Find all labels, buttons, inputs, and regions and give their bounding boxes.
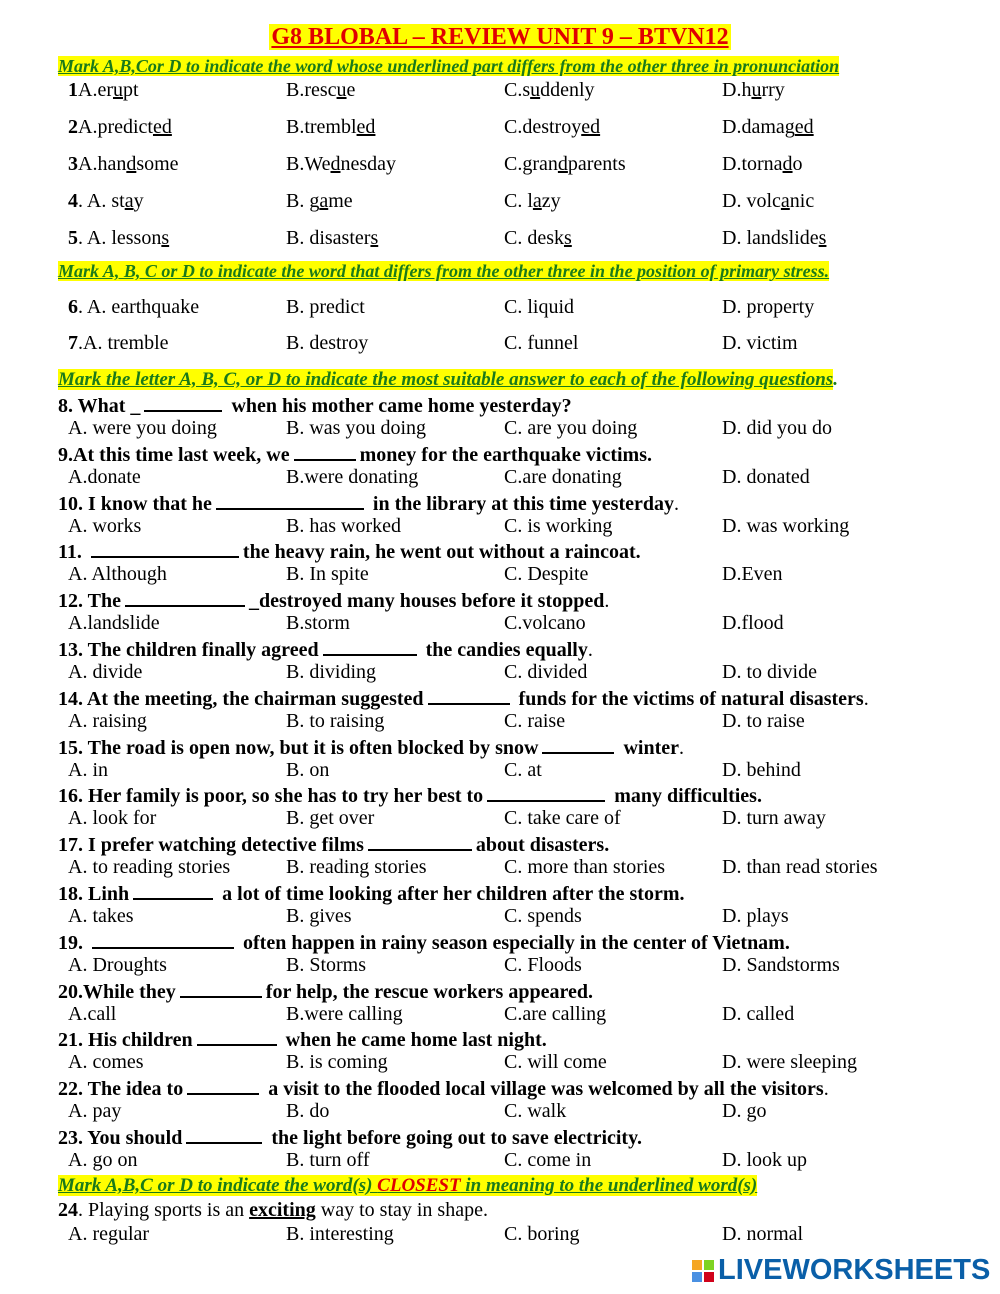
pron-row-3 xyxy=(0,152,1000,176)
question-text: What _ xyxy=(77,395,141,417)
option-d[interactable]: D.Even xyxy=(722,563,783,585)
instruction-pronunciation-text: Mark A,B,Cor D to indicate the word whose underlined part differs from the other three in pronunciation xyxy=(58,56,840,76)
option-c[interactable]: C. take care of xyxy=(504,807,621,829)
underlined-part: ed xyxy=(581,116,601,138)
option-text: A.er xyxy=(78,79,113,101)
answer-blank[interactable] xyxy=(487,782,605,802)
question-punctuation: . xyxy=(679,737,685,759)
question-number: 17. xyxy=(58,834,88,856)
question-text-end: about disasters. xyxy=(475,834,610,856)
pron-row-5 xyxy=(0,226,1000,250)
option-c[interactable]: C. at xyxy=(504,759,542,781)
option-b[interactable]: B.were calling xyxy=(286,1003,403,1025)
question-text-end: when he came home last night. xyxy=(280,1029,547,1051)
question-text-end: often happen in rainy season especially in the center of Vietnam. xyxy=(238,932,790,954)
question-text-end: in the library at this time yesterday xyxy=(367,493,674,515)
question-number: 14 xyxy=(58,688,78,710)
option-d[interactable]: D. were sleeping xyxy=(722,1051,857,1073)
option-text: B. disaster xyxy=(286,227,371,249)
underlined-part: a xyxy=(780,190,790,212)
answer-blank[interactable] xyxy=(91,538,239,558)
option-c[interactable]: C. walk xyxy=(504,1100,567,1122)
question-text: . The children finally agreed xyxy=(78,639,319,661)
option-d[interactable] xyxy=(722,189,814,213)
option-d[interactable]: D. called xyxy=(722,1003,795,1025)
liveworksheets-logo-text: LIVEWORKSHEETS xyxy=(718,1254,991,1286)
question-10 xyxy=(58,490,679,516)
question-14 xyxy=(58,685,869,711)
question-number: 5 xyxy=(68,227,78,249)
option-text: C. desk xyxy=(504,227,564,249)
option-b[interactable] xyxy=(286,115,375,139)
question-9 xyxy=(58,441,652,467)
options-row-9 xyxy=(0,465,1000,489)
answer-blank[interactable] xyxy=(187,1075,259,1095)
option-c[interactable] xyxy=(504,78,595,102)
option-d[interactable]: D. go xyxy=(722,1100,767,1122)
option-text: B.resc xyxy=(286,79,337,101)
option-b[interactable]: B. reading stories xyxy=(286,856,427,878)
option-text-end: some xyxy=(136,153,179,175)
option-a[interactable]: A. were you doing xyxy=(68,417,217,439)
answer-blank[interactable] xyxy=(125,587,245,607)
option-a[interactable]: A. works xyxy=(68,515,142,537)
option-c[interactable] xyxy=(504,189,561,213)
question-text-end: money for the earthquake victims. xyxy=(359,444,652,466)
option-b[interactable]: B. predict xyxy=(286,296,365,318)
question-22 xyxy=(58,1075,829,1101)
question-text-end: when his mother came home yesterday? xyxy=(226,395,572,417)
instruction-mcq-period: . xyxy=(833,369,838,390)
question-text-end: winter xyxy=(618,737,680,759)
question-text: . xyxy=(76,541,87,563)
option-text-end: parents xyxy=(567,153,626,175)
option-c[interactable]: C. Floods xyxy=(504,954,582,976)
option-d[interactable]: D. Sandstorms xyxy=(722,954,840,976)
option-a[interactable] xyxy=(68,331,169,355)
question-text: . Her family is poor, so she has to try her best to xyxy=(78,785,484,807)
option-b[interactable] xyxy=(286,189,353,213)
option-text-end: ddenly xyxy=(540,79,595,101)
answer-blank[interactable] xyxy=(92,929,234,949)
option-text-end: o xyxy=(792,153,803,175)
option-text-end: nesday xyxy=(340,153,397,175)
option-text-end: pt xyxy=(122,79,139,101)
options-row-18 xyxy=(0,904,1000,928)
options-row-21 xyxy=(0,1050,1000,1074)
question-19 xyxy=(58,929,790,955)
question-text: .While they xyxy=(78,981,176,1003)
options-row-14 xyxy=(0,709,1000,733)
option-b[interactable]: B. do xyxy=(286,1100,330,1122)
question-number: 4 xyxy=(68,190,78,212)
option-b[interactable]: B. dividing xyxy=(286,661,377,683)
option-a[interactable]: A. divide xyxy=(68,661,143,683)
answer-blank[interactable] xyxy=(428,685,510,705)
option-a[interactable]: A. in xyxy=(68,759,108,781)
option-a[interactable]: A. takes xyxy=(68,905,134,927)
options-row-24 xyxy=(0,1222,1000,1246)
option-text: C. l xyxy=(504,190,533,212)
options-row-16 xyxy=(0,806,1000,830)
option-c[interactable]: C. come in xyxy=(504,1149,592,1171)
question-text: . The idea to xyxy=(78,1078,184,1100)
question-17 xyxy=(58,831,609,857)
instruction-stress xyxy=(58,260,829,282)
options-row-23 xyxy=(0,1148,1000,1172)
underlined-part: ed xyxy=(152,116,172,138)
question-text: I prefer watching detective films xyxy=(88,834,364,856)
question-text-end: for help, the rescue workers appeared. xyxy=(265,981,593,1003)
page-title-text: G8 BLOBAL – REVIEW UNIT 9 – BTVN12 xyxy=(271,24,729,50)
option-b[interactable]: B. has worked xyxy=(286,515,401,537)
option-b[interactable] xyxy=(286,152,396,176)
answer-blank[interactable] xyxy=(133,880,213,900)
options-row-20 xyxy=(0,1002,1000,1026)
question-number: 1 xyxy=(68,79,78,101)
option-b[interactable]: B. on xyxy=(286,759,330,781)
option-text: C.destroy xyxy=(504,116,582,138)
question-text: . I know that he xyxy=(78,493,212,515)
question-text-end: the light before going out to save electricity. xyxy=(266,1127,642,1149)
option-a[interactable] xyxy=(68,189,144,213)
option-b[interactable]: B. to raising xyxy=(286,710,385,732)
question-text-end: funds for the victims of natural disasters xyxy=(513,688,864,710)
answer-blank[interactable] xyxy=(180,978,262,998)
option-text: B.We xyxy=(286,153,331,175)
answer-blank[interactable] xyxy=(368,831,472,851)
question-text: . The road is open now, but it is often blocked by snow xyxy=(78,737,539,759)
option-b[interactable]: B.storm xyxy=(286,612,350,634)
question-number: 9 xyxy=(58,444,68,466)
instruction-closest-text xyxy=(58,1175,757,1196)
option-c[interactable]: C. funnel xyxy=(504,332,579,354)
question-punctuation: . xyxy=(863,688,869,710)
underlined-part: s xyxy=(818,227,827,249)
option-text: C.gran xyxy=(504,153,558,175)
question-number: 21 xyxy=(58,1029,78,1051)
option-b[interactable] xyxy=(286,226,378,250)
option-b[interactable]: B. get over xyxy=(286,807,375,829)
instruction-stress-text: Mark A, B, C or D to indicate the word that differs from the other three in the position of primary stress. xyxy=(58,261,830,281)
question-number: 13 xyxy=(58,639,78,661)
underlined-part: u xyxy=(530,79,541,101)
underlined-part: d xyxy=(126,153,137,175)
question-number: 24 xyxy=(58,1199,78,1221)
underlined-part: ed xyxy=(356,116,376,138)
question-number: 7 xyxy=(68,332,78,354)
option-d[interactable]: D. did you do xyxy=(722,417,832,439)
question-number: 19 xyxy=(58,932,78,954)
option-a[interactable]: A. Droughts xyxy=(68,954,167,976)
instruction-closest-part-c: in meaning to the underlined word(s) xyxy=(460,1175,758,1196)
option-c[interactable]: C. more than stories xyxy=(504,856,666,878)
option-d[interactable]: D. behind xyxy=(722,759,801,781)
instruction-closest xyxy=(58,1175,757,1197)
question-text-end: the candies equally xyxy=(420,639,588,661)
option-text-end: e xyxy=(346,79,356,101)
underlined-part: a xyxy=(532,190,542,212)
options-row-12 xyxy=(0,611,1000,635)
underlined-part: d xyxy=(330,153,341,175)
option-text-end: y xyxy=(133,190,144,212)
stress-row-7 xyxy=(0,331,1000,355)
answer-blank[interactable] xyxy=(144,392,222,412)
question-number: 8. xyxy=(58,395,78,417)
option-text: B. g xyxy=(286,190,320,212)
option-b[interactable]: B.were donating xyxy=(286,466,419,488)
question-punctuation: . xyxy=(674,493,679,515)
question-text-end: the heavy rain, he went out without a raincoat. xyxy=(242,541,641,563)
underlined-part: d xyxy=(782,153,793,175)
option-c[interactable]: C. spends xyxy=(504,905,582,927)
option-a[interactable]: A. pay xyxy=(68,1100,122,1122)
option-text: D.damag xyxy=(722,116,795,138)
stress-row-6 xyxy=(0,295,1000,319)
option-d[interactable]: D. look up xyxy=(722,1149,807,1171)
question-number: 20 xyxy=(58,981,78,1003)
question-number: 2 xyxy=(68,116,78,138)
answer-blank[interactable] xyxy=(197,1026,277,1046)
option-d[interactable]: D. plays xyxy=(722,905,789,927)
underlined-part: s xyxy=(161,227,170,249)
option-b[interactable]: B. destroy xyxy=(286,332,369,354)
option-d[interactable]: D. was working xyxy=(722,515,850,537)
option-a[interactable] xyxy=(68,295,199,319)
option-text: D. landslide xyxy=(722,227,819,249)
option-c[interactable] xyxy=(504,226,572,250)
options-row-19 xyxy=(0,953,1000,977)
option-b[interactable]: B. was you doing xyxy=(286,417,426,439)
question-punctuation: . xyxy=(823,1078,829,1100)
option-c[interactable]: C. divided xyxy=(504,661,588,683)
underlined-part: a xyxy=(124,190,134,212)
option-d[interactable] xyxy=(722,152,803,176)
instruction-mcq-text: Mark the letter A, B, C, or D to indicate the most suitable answer to each of the following questions xyxy=(58,369,834,390)
options-row-8 xyxy=(0,416,1000,440)
options-row-13 xyxy=(0,660,1000,684)
liveworksheets-logo[interactable] xyxy=(690,1252,990,1286)
answer-blank[interactable] xyxy=(294,441,356,461)
question-20 xyxy=(58,978,593,1004)
option-text: A.predict xyxy=(78,116,153,138)
underlined-part: u xyxy=(751,79,762,101)
instruction-closest-part-a: Mark A,B,C or D to indicate the word(s) xyxy=(58,1175,378,1196)
option-a[interactable]: A.landslide xyxy=(68,612,160,634)
option-b[interactable]: B. In spite xyxy=(286,563,369,585)
option-d[interactable]: D. property xyxy=(722,296,815,318)
option-c[interactable]: C. Despite xyxy=(504,563,589,585)
option-c[interactable]: C. are you doing xyxy=(504,417,638,439)
options-row-10 xyxy=(0,514,1000,538)
answer-blank[interactable] xyxy=(542,734,614,754)
question-15 xyxy=(58,734,684,760)
option-text-end: me xyxy=(328,190,353,212)
option-d[interactable] xyxy=(722,226,826,250)
option-text: . A. st xyxy=(78,190,125,212)
question-18 xyxy=(58,880,684,906)
option-b[interactable]: B. is coming xyxy=(286,1051,388,1073)
option-d[interactable] xyxy=(722,115,814,139)
option-a[interactable]: A. raising xyxy=(68,710,147,732)
question-text-end: many difficulties. xyxy=(609,785,762,807)
question-text-end: _destroyed many houses before it stopped xyxy=(248,590,605,612)
option-c[interactable]: C. boring xyxy=(504,1223,580,1245)
option-text: D.torna xyxy=(722,153,783,175)
option-a[interactable]: A. Although xyxy=(68,563,167,585)
question-punctuation: . xyxy=(604,590,610,612)
option-d[interactable]: D. victim xyxy=(722,332,798,354)
question-punctuation: . xyxy=(587,639,593,661)
question-12 xyxy=(58,587,609,613)
underlined-part: u xyxy=(112,79,123,101)
underlined-part: s xyxy=(370,227,379,249)
option-d[interactable] xyxy=(722,78,785,102)
question-text: .At this time last week, we xyxy=(68,444,290,466)
option-d[interactable]: D. to divide xyxy=(722,661,817,683)
option-a[interactable]: A.donate xyxy=(68,466,141,488)
option-text: B.trembl xyxy=(286,116,357,138)
question-24 xyxy=(58,1198,488,1222)
question-number: 12 xyxy=(58,590,78,612)
question-number: 11 xyxy=(58,541,77,563)
option-a[interactable] xyxy=(68,78,139,102)
option-d[interactable]: D.flood xyxy=(722,612,784,634)
option-c[interactable]: C. will come xyxy=(504,1051,607,1073)
pron-row-1 xyxy=(0,78,1000,102)
question-text-end: a lot of time looking after her children after the storm. xyxy=(217,883,685,905)
options-row-15 xyxy=(0,758,1000,782)
option-text: . A. lesson xyxy=(78,227,162,249)
option-text: C.s xyxy=(504,79,531,101)
option-b[interactable]: B. turn off xyxy=(286,1149,370,1171)
option-d[interactable]: D. than read stories xyxy=(722,856,878,878)
page-title xyxy=(0,24,1000,51)
question-21 xyxy=(58,1026,547,1052)
question-text: . You should xyxy=(78,1127,183,1149)
pron-row-2 xyxy=(0,115,1000,139)
option-b[interactable] xyxy=(286,78,355,102)
question-number: 23 xyxy=(58,1127,78,1149)
underlined-part: s xyxy=(564,227,572,249)
underlined-part: a xyxy=(319,190,329,212)
question-number: 10 xyxy=(58,493,78,515)
option-text: A.han xyxy=(78,153,127,175)
question-text: . At the meeting, the chairman suggested xyxy=(78,688,424,710)
option-c[interactable] xyxy=(504,115,600,139)
question-text: . Playing sports is an xyxy=(78,1199,250,1221)
option-text: D. volc xyxy=(722,190,781,212)
question-number: 6 xyxy=(68,296,78,318)
question-number: 16 xyxy=(58,785,78,807)
option-b[interactable]: B. interesting xyxy=(286,1223,394,1245)
question-text: . Linh xyxy=(78,883,130,905)
option-text-end: zy xyxy=(541,190,561,212)
answer-blank[interactable] xyxy=(216,490,364,510)
underlined-part: u xyxy=(336,79,347,101)
options-row-22 xyxy=(0,1099,1000,1123)
underlined-word: exciting xyxy=(249,1199,316,1221)
option-d[interactable]: D. donated xyxy=(722,466,810,488)
option-d[interactable]: D. normal xyxy=(722,1223,804,1245)
option-c[interactable]: C.are donating xyxy=(504,466,622,488)
options-row-11 xyxy=(0,562,1000,586)
instruction-pronunciation xyxy=(58,55,839,77)
answer-blank[interactable] xyxy=(186,1124,262,1144)
underlined-part: d xyxy=(557,153,568,175)
option-c[interactable]: C. raise xyxy=(504,710,566,732)
question-number: 22 xyxy=(58,1078,78,1100)
option-b[interactable]: B. Storms xyxy=(286,954,367,976)
question-13 xyxy=(58,636,593,662)
option-a[interactable]: A. to reading stories xyxy=(68,856,231,878)
question-text-end: a visit to the flooded local village was welcomed by all the visitors xyxy=(263,1078,824,1100)
option-a[interactable]: A. comes xyxy=(68,1051,144,1073)
option-a[interactable]: A. go on xyxy=(68,1149,138,1171)
option-text: D.h xyxy=(722,79,752,101)
option-a[interactable]: A. regular xyxy=(68,1223,150,1245)
question-number: 15 xyxy=(58,737,78,759)
option-text: .A. tremble xyxy=(78,332,169,354)
option-c[interactable]: C.are calling xyxy=(504,1003,607,1025)
option-d[interactable]: D. to raise xyxy=(722,710,805,732)
option-a[interactable]: A.call xyxy=(68,1003,117,1025)
question-number: 3 xyxy=(68,153,78,175)
option-d[interactable]: D. turn away xyxy=(722,807,826,829)
option-c[interactable] xyxy=(504,152,626,176)
question-text-end: way to stay in shape. xyxy=(315,1199,488,1221)
question-16 xyxy=(58,782,762,808)
instruction-mcq xyxy=(58,369,838,391)
pron-row-4 xyxy=(0,189,1000,213)
instruction-closest-keyword: CLOSEST xyxy=(377,1175,461,1196)
option-a[interactable]: A. look for xyxy=(68,807,157,829)
underlined-part: ed xyxy=(794,116,814,138)
option-c[interactable]: C. is working xyxy=(504,515,613,537)
option-b[interactable]: B. gives xyxy=(286,905,352,927)
question-11 xyxy=(58,538,641,564)
options-row-17 xyxy=(0,855,1000,879)
question-text: . The xyxy=(78,590,121,612)
answer-blank[interactable] xyxy=(323,636,417,656)
option-a[interactable] xyxy=(68,115,172,139)
option-text-end: nic xyxy=(789,190,815,212)
option-text-end: rry xyxy=(761,79,785,101)
option-a[interactable] xyxy=(68,226,169,250)
question-text: . His children xyxy=(78,1029,193,1051)
option-text: . A. earthquake xyxy=(78,296,200,318)
option-a[interactable] xyxy=(68,152,179,176)
question-8 xyxy=(58,392,572,418)
option-c[interactable]: C. liquid xyxy=(504,296,575,318)
question-text: . xyxy=(78,932,88,954)
liveworksheets-logo-icon xyxy=(690,1258,716,1284)
option-c[interactable]: C.volcano xyxy=(504,612,586,634)
question-23 xyxy=(58,1124,642,1150)
question-number: 18 xyxy=(58,883,78,905)
